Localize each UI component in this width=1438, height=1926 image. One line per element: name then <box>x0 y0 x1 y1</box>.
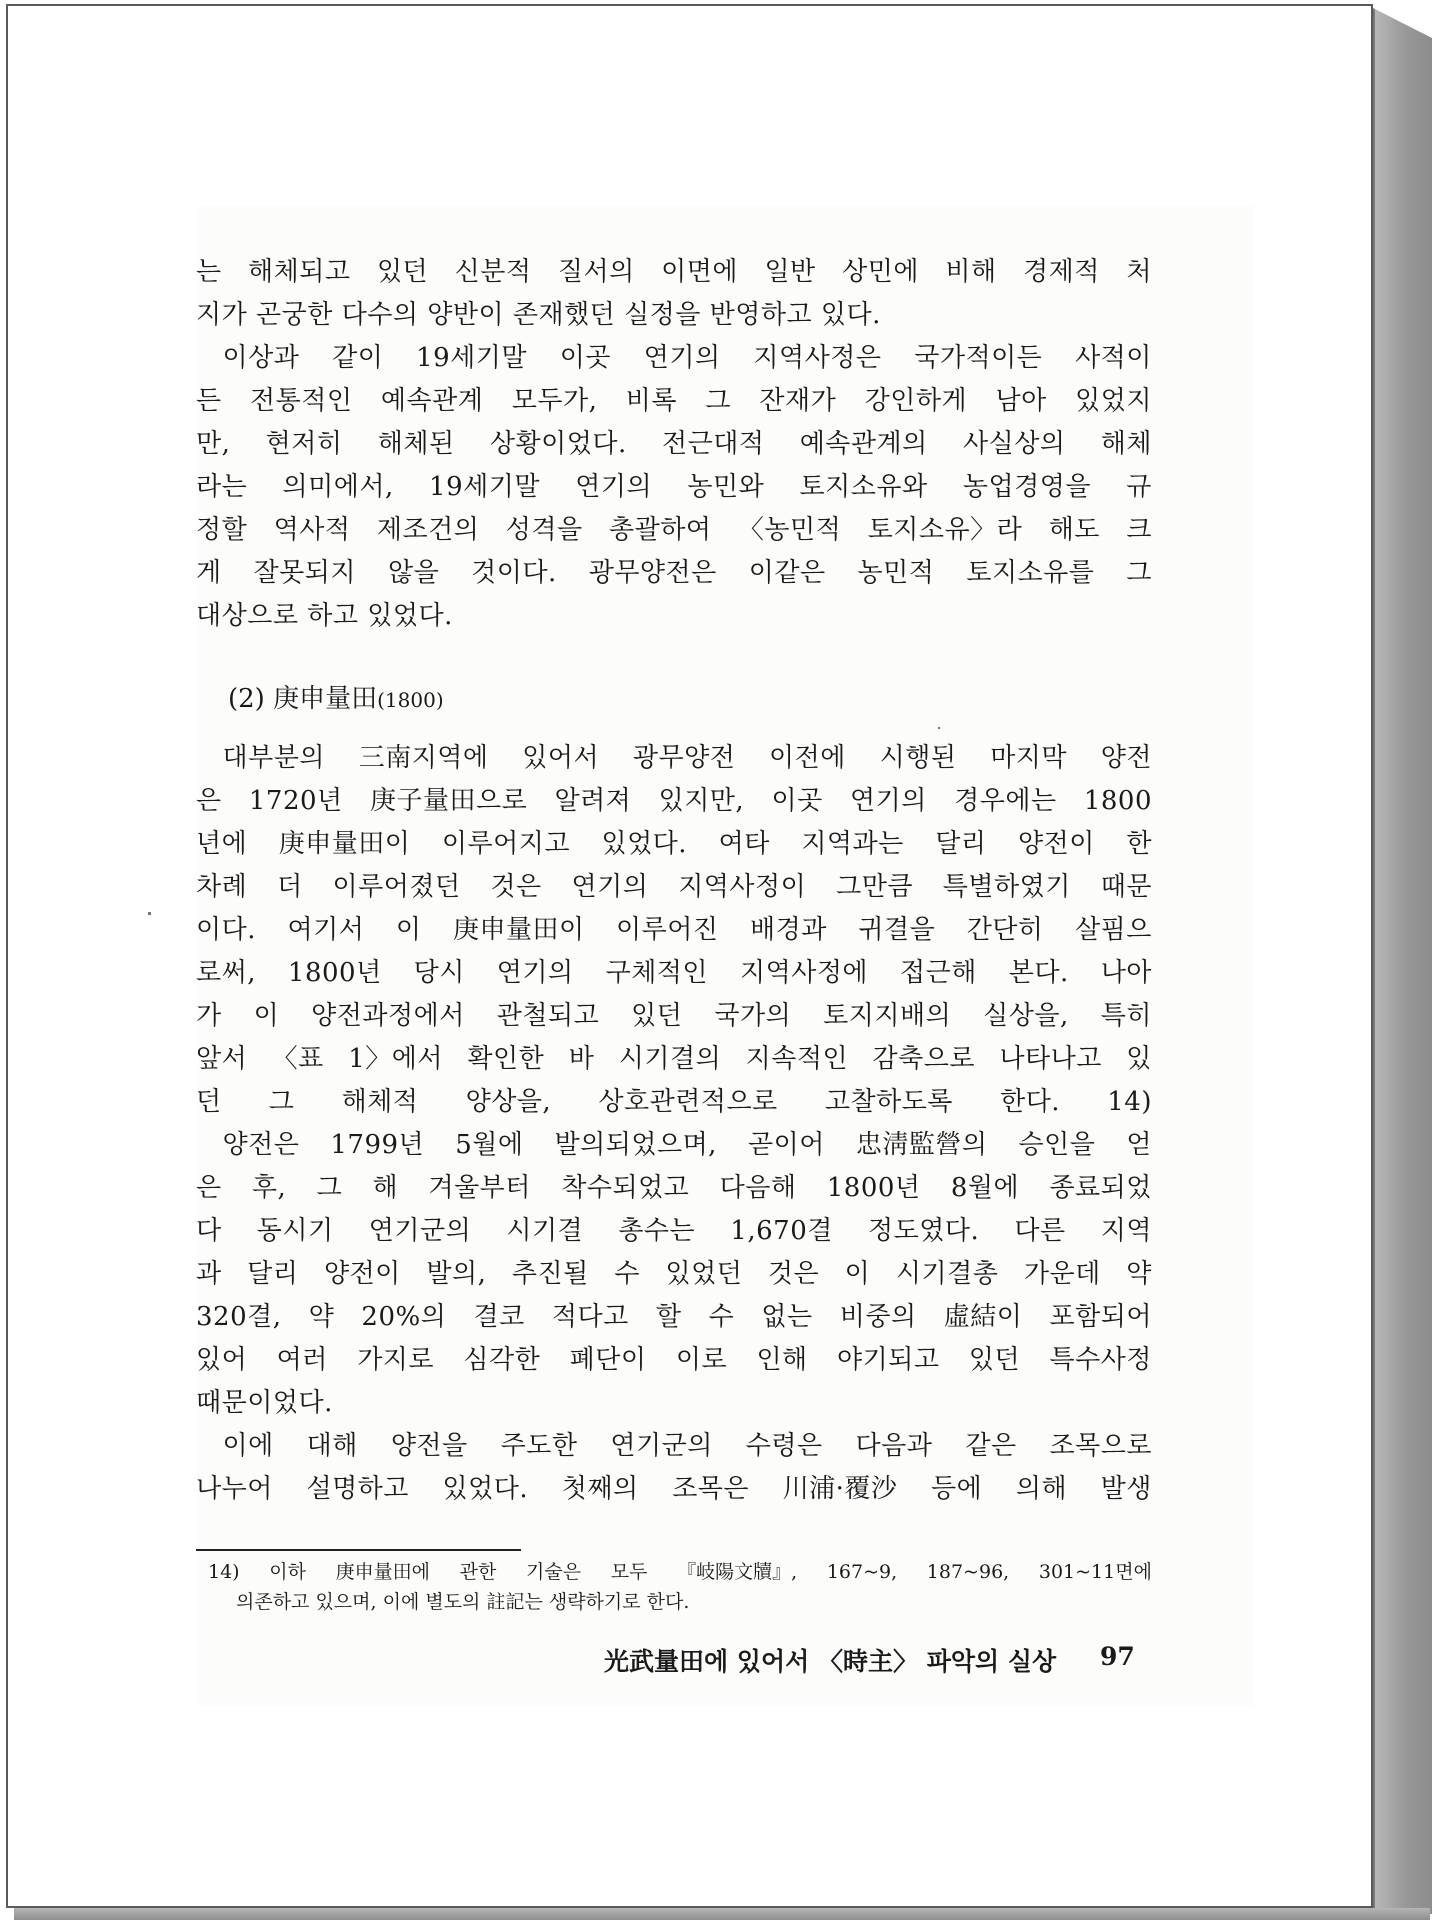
text-line: 이상과 같이 19세기말 이곳 연기의 지역사정은 국가적이든 사적이 <box>196 343 1152 373</box>
text-line: 앞서 〈표 1〉에서 확인한 바 시기결의 지속적인 감축으로 나타나고 있 <box>196 1044 1152 1074</box>
text-line: 대상으로 하고 있었다. <box>196 601 453 631</box>
footnote-divider <box>196 1549 521 1551</box>
section-title: 庚申量田 <box>273 684 378 714</box>
scan-speck <box>148 912 151 915</box>
page-number: 97 <box>1100 1642 1135 1671</box>
text-line: 양전은 1799년 5월에 발의되었으며, 곧이어 忠淸監營의 승인을 얻 <box>196 1130 1152 1160</box>
text-line: 는 해체되고 있던 신분적 질서의 이면에 일반 상민에 비해 경제적 처 <box>196 257 1152 287</box>
text-line: 게 잘못되지 않을 것이다. 광무양전은 이같은 농민적 토지소유를 그 <box>196 558 1152 588</box>
text-line: 은 1720년 庚子量田으로 알려져 있지만, 이곳 연기의 경우에는 1800 <box>196 786 1152 816</box>
text-line: 있어 여러 가지로 심각한 폐단이 이로 인해 야기되고 있던 특수사정 <box>196 1345 1152 1375</box>
section-number: (2) <box>228 684 265 714</box>
text-line: 만, 현저히 해체된 상황이었다. 전근대적 예속관계의 사실상의 해체 <box>196 429 1152 459</box>
page-stack-edge-right <box>1373 8 1432 1914</box>
paragraph-block-1 <box>196 251 1152 638</box>
text-line: 이에 대해 양전을 주도한 연기군의 수령은 다음과 같은 조목으로 <box>196 1431 1152 1461</box>
text-line: 로써, 1800년 당시 연기의 구체적인 지역사정에 접근해 본다. 나아 <box>196 958 1152 988</box>
running-head: 光武量田에 있어서 〈時主〉 파악의 실상 <box>604 1647 1057 1676</box>
footnote <box>208 1557 1152 1617</box>
text-line: 320결, 약 20%의 결코 적다고 할 수 없는 비중의 虛結이 포함되어 <box>196 1302 1152 1332</box>
text-line: 대부분의 三南지역에 있어서 광무양전 이전에 시행된 마지막 양전 <box>196 743 1152 773</box>
footnote-line: 14) 이하 庚申量田에 관한 기술은 모두 『岐陽文牘』, 167~9, 187~96, 301~11면에 <box>208 1561 1152 1583</box>
scan-speck <box>938 727 940 729</box>
text-line: 년에 庚申量田이 이루어지고 있었다. 여타 지역과는 달리 양전이 한 <box>196 829 1152 859</box>
text-line: 때문이었다. <box>196 1388 333 1418</box>
section-year: (1800) <box>377 688 444 712</box>
text-line: 지가 곤궁한 다수의 양반이 존재했던 실정을 반영하고 있다. <box>196 300 881 330</box>
text-line: 과 달리 양전이 발의, 추진될 수 있었던 것은 이 시기결총 가운데 약 <box>196 1259 1152 1289</box>
paragraph-block-2 <box>196 737 1152 1511</box>
text-line: 은 후, 그 해 겨울부터 착수되었고 다음해 1800년 8월에 종료되었 <box>196 1173 1152 1203</box>
page-stack-edge-bottom <box>14 1908 1430 1920</box>
text-line: 던 그 해체적 양상을, 상호관련적으로 고찰하도록 한다. 14) <box>196 1087 1152 1117</box>
text-line: 라는 의미에서, 19세기말 연기의 농민와 토지소유와 농업경영을 규 <box>196 472 1152 502</box>
text-line: 든 전통적인 예속관계 모두가, 비록 그 잔재가 강인하게 남아 있었지 <box>196 386 1152 416</box>
text-line: 다 동시기 연기군의 시기결 총수는 1,670결 정도였다. 다른 지역 <box>196 1216 1152 1246</box>
text-line: 나누어 설명하고 있었다. 첫째의 조목은 川浦·覆沙 등에 의해 발생 <box>196 1474 1152 1504</box>
text-line: 이다. 여기서 이 庚申量田이 이루어진 배경과 귀결을 간단히 살핌으 <box>196 915 1152 945</box>
section-heading <box>228 678 444 715</box>
footnote-line: 의존하고 있으며, 이에 별도의 註記는 생략하기로 한다. <box>236 1591 690 1613</box>
text-line: 가 이 양전과정에서 관철되고 있던 국가의 토지지배의 실상을, 특히 <box>196 1001 1152 1031</box>
text-line: 정할 역사적 제조건의 성격을 총괄하여 〈농민적 토지소유〉라 해도 크 <box>196 515 1152 545</box>
text-line: 차례 더 이루어졌던 것은 연기의 지역사정이 그만큼 특별하였기 때문 <box>196 872 1152 902</box>
